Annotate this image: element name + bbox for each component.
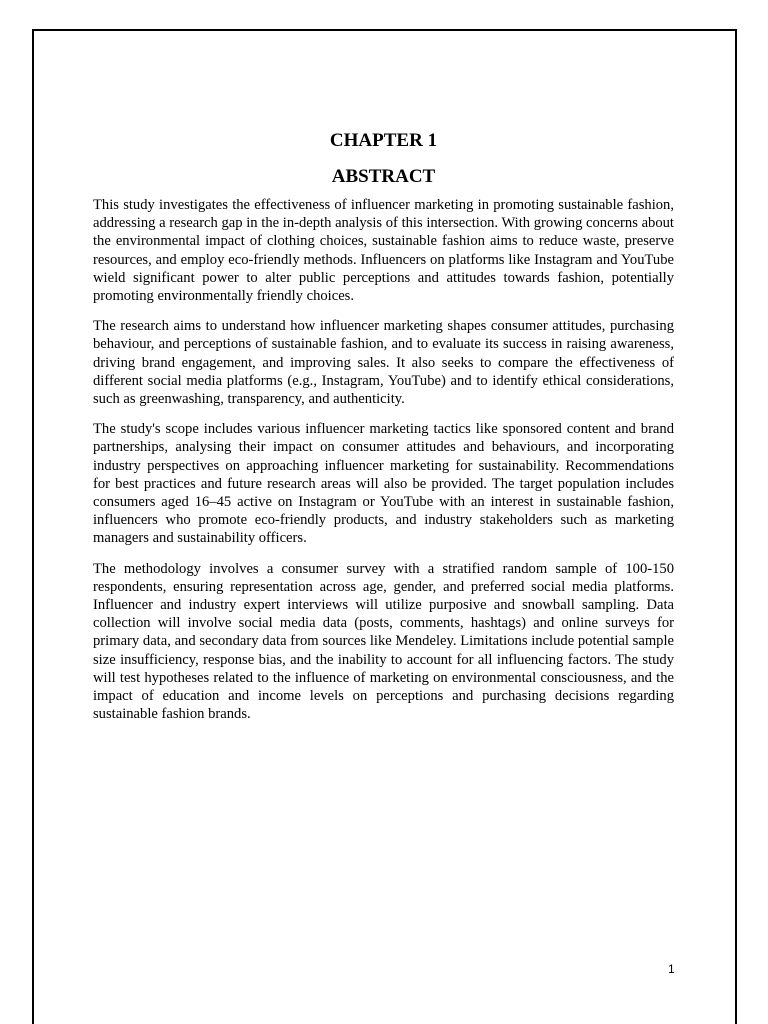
abstract-paragraph-3: The study's scope includes various influencer marketing tactics like sponsored content and brand partnerships, analysing their impact on consumer attitudes and behaviours, and incorporating industry perspectives on approaching influencer marketing for sustainability. Recommendations for best practices and future research areas will also be provided. The target population includes consumers aged 16–45 active on Instagram or YouTube with an interest in sustainable fashion, influencers who promote eco-friendly products, and industry stakeholders such as marketing managers and sustainability officers. [93,421,674,547]
page-number: 1 [668,962,675,976]
page-content [93,128,674,735]
abstract-paragraph-4: The methodology involves a consumer survey with a stratified random sample of 100-150 respondents, ensuring representation across age, gender, and preferred social media platforms. Influencer and industry expert interviews will utilize purposive and snowball sampling. Data collection will involve social media data (posts, comments, hashtags) and online surveys for primary data, and secondary data from sources like Mendeley. Limitations include potential sample size insufficiency, response bias, and the inability to account for all influencing factors. The study will test hypotheses related to the influence of marketing on environmental consciousness, and the impact of education and income levels on perceptions and purchasing decisions regarding sustainable fashion brands. [93,560,674,723]
chapter-title: CHAPTER 1 [329,130,438,151]
abstract-paragraph-1: This study investigates the effectiveness of influencer marketing in promoting sustainable fashion, addressing a research gap in the in-depth analysis of this intersection. With growing concerns about the environmental impact of clothing choices, sustainable fashion aims to reduce waste, preserve resources, and employ eco-friendly methods. Influencers on platforms like Instagram and YouTube wield significant power to alter public perceptions and attitudes towards fashion, potentially promoting environmentally friendly choices. [93,197,674,305]
section-title: ABSTRACT [331,166,436,187]
abstract-paragraph-2: The research aims to understand how influencer marketing shapes consumer attitudes, purchasing behaviour, and perceptions of sustainable fashion, and to evaluate its success in raising awareness, driving brand engagement, and improving sales. It also seeks to compare the effectiveness of different social media platforms (e.g., Instagram, YouTube) and to identify ethical considerations, such as greenwashing, transparency, and authenticity. [93,318,674,408]
